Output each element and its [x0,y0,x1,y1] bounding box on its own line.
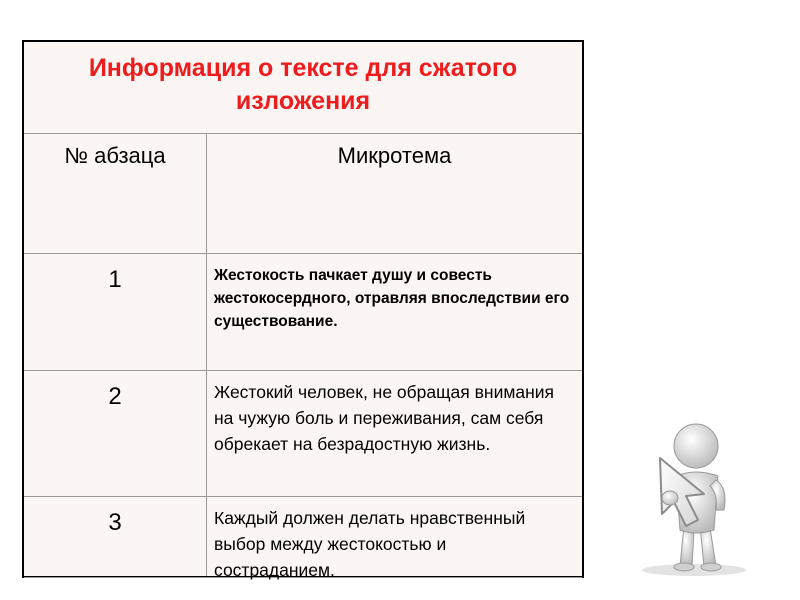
paragraph-number [24,383,206,411]
info-table [22,40,584,578]
header-number-label: № абзаца [64,143,166,168]
person-holding-cursor-arrow-icon [596,418,778,583]
table-row [24,497,582,578]
table-row [24,254,582,371]
microtopic-text: Жестокий человек, не обращая внимания на чужую боль и переживания, сам себя обрекает на безрадостную жизнь. [214,382,555,454]
paragraph-number-value: 1 [108,266,122,293]
header-topic-label: Микротема [337,143,452,168]
microtopic-text: Каждый должен делать нравственный выбор между жестокостью и состраданием. [214,508,526,580]
microtopic-text: Жестокость пачкает душу и совесть жестокосердного, отравляя впоследствии его существование. [214,267,570,330]
paragraph-number [24,266,206,294]
paragraph-number-value: 2 [108,383,122,410]
table-header-row [24,134,582,254]
column-divider [206,134,207,576]
table-title-row [24,42,582,134]
figure-illustration [596,418,778,583]
table-row [24,371,582,497]
table-title: Информация о тексте для сжатого изложения [88,54,518,115]
paragraph-number-value: 3 [108,509,122,536]
paragraph-number [24,509,206,537]
